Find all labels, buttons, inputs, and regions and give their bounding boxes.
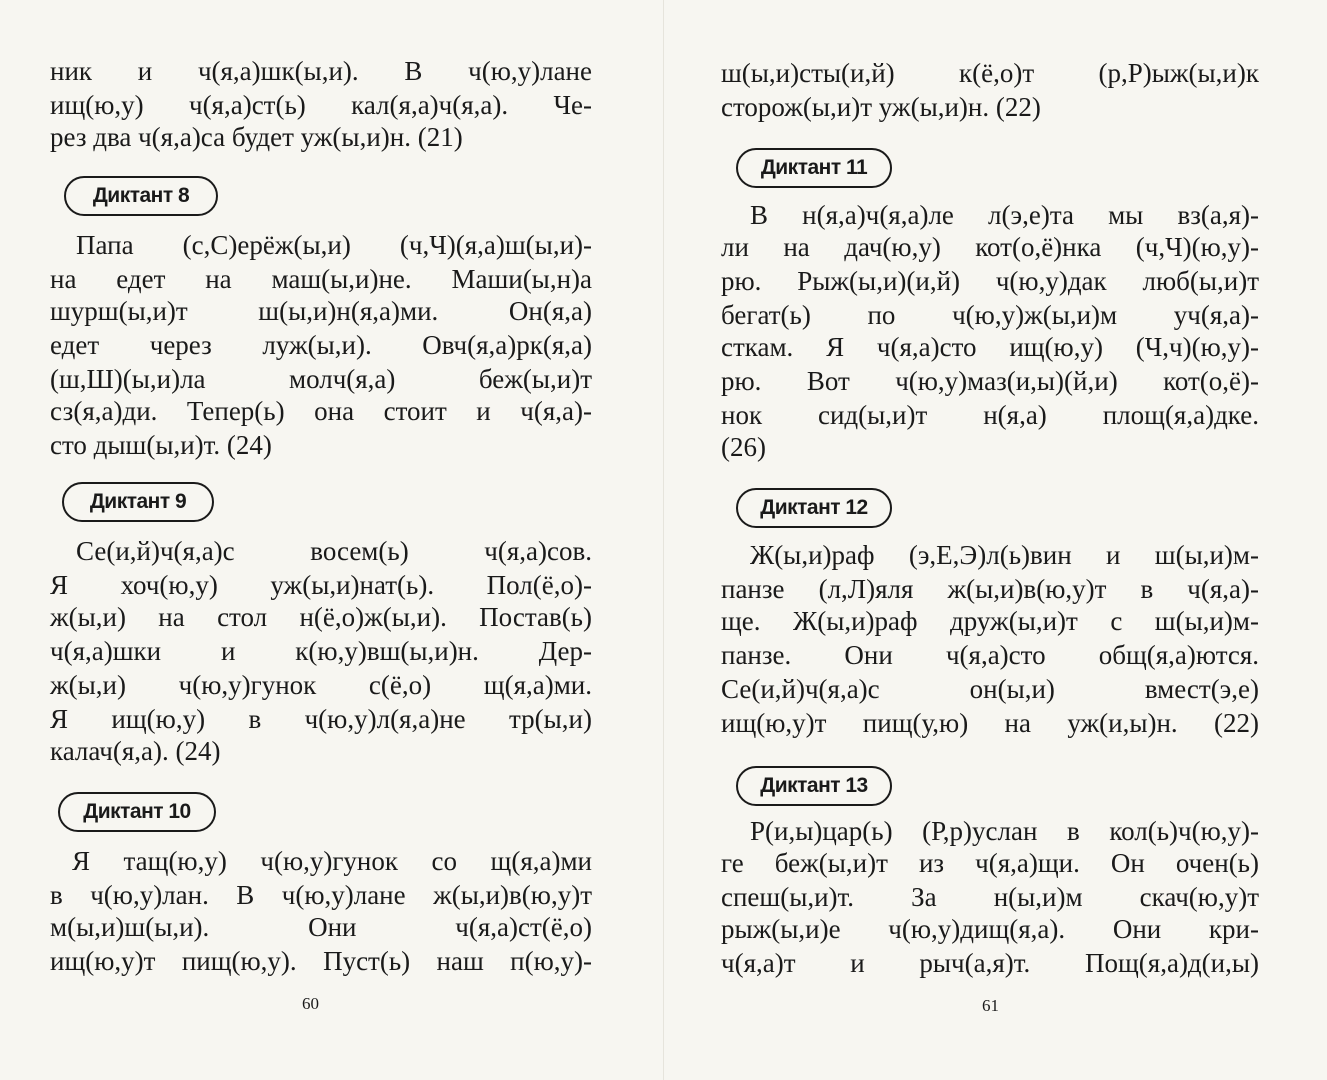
text-line: ищ(ю,у)т пищ(ю,у). Пуст(ь) наш п(ю,у)-: [50, 946, 592, 976]
text-line: ге беж(ы,и)т из ч(я,а)щи. Он очен(ь): [721, 848, 1259, 878]
text-line: на едет на маш(ы,и)не. Маши(ы,н)а: [50, 264, 592, 294]
text-line: бегат(ь) по ч(ю,у)ж(ы,и)м уч(я,а)-: [721, 300, 1259, 330]
text-line: панзе (л,Л)яля ж(ы,и)в(ю,у)т в ч(я,а)-: [721, 574, 1259, 604]
dictation-10-heading: Диктант 10: [58, 792, 216, 832]
dictation-8-heading: Диктант 8: [64, 176, 218, 216]
text-line: ще. Ж(ы,и)раф друж(ы,и)т с ш(ы,и)м-: [721, 606, 1259, 636]
text-line: ли на дач(ю,у) кот(о,ё)нка (ч,Ч)(ю,у)-: [721, 232, 1259, 262]
text-line: рю. Вот ч(ю,у)маз(и,ы)(й,и) кот(о,ё)-: [721, 366, 1259, 396]
text-line: Я хоч(ю,у) уж(ы,и)нат(ь). Пол(ё,о)-: [50, 570, 592, 600]
dictation-11-heading: Диктант 11: [736, 148, 892, 188]
text-line: В н(я,а)ч(я,а)ле л(э,е)та мы вз(а,я)-: [750, 200, 1259, 230]
text-line: рыж(ы,и)е ч(ю,у)дищ(я,а). Они кри-: [721, 914, 1259, 944]
dictation-12-heading: Диктант 12: [736, 488, 892, 528]
text-line: спеш(ы,и)т. За н(ы,и)м скач(ю,у)т: [721, 882, 1259, 912]
text-line: в ч(ю,у)лан. В ч(ю,у)лане ж(ы,и)в(ю,у)т: [50, 880, 592, 910]
page-number: 61: [982, 996, 999, 1015]
text-line: Ж(ы,и)раф (э,Е,Э)л(ь)вин и ш(ы,и)м-: [750, 540, 1259, 570]
text-line: сз(я,а)ди. Тепер(ь) она стоит и ч(я,а)-: [50, 396, 592, 426]
dictation-9-heading: Диктант 9: [62, 482, 214, 522]
text-line: ник и ч(я,а)шк(ы,и). В ч(ю,у)лане: [50, 56, 592, 86]
text-line: калач(я,а). (24): [50, 736, 221, 766]
text-line: ч(я,а)шки и к(ю,у)вш(ы,и)н. Дер-: [50, 636, 592, 666]
text-line: ш(ы,и)сты(и,й) к(ё,о)т (р,Р)ыж(ы,и)к: [721, 58, 1259, 88]
text-line: Я тащ(ю,у) ч(ю,у)гунок со щ(я,а)ми: [72, 846, 592, 876]
text-line: сторож(ы,и)т уж(ы,и)н. (22): [721, 92, 1041, 122]
text-line: рю. Рыж(ы,и)(и,й) ч(ю,у)дак люб(ы,и)т: [721, 266, 1259, 296]
text-line: Р(и,ы)цар(ь) (Р,р)услан в кол(ь)ч(ю,у)-: [750, 816, 1259, 846]
page-number: 60: [302, 994, 319, 1013]
text-line: панзе. Они ч(я,а)сто общ(я,а)ются.: [721, 640, 1259, 670]
text-line: рез два ч(я,а)са будет уж(ы,и)н. (21): [50, 122, 463, 152]
text-line: (26): [721, 432, 766, 462]
text-line: шурш(ы,и)т ш(ы,и)н(я,а)ми. Он(я,а): [50, 296, 592, 326]
dictation-13-heading: Диктант 13: [736, 766, 892, 806]
text-line: сто дыш(ы,и)т. (24): [50, 430, 272, 460]
text-line: ищ(ю,у)т пищ(у,ю) на уж(и,ы)н. (22): [721, 708, 1259, 738]
text-line: ищ(ю,у) ч(я,а)ст(ь) кал(я,а)ч(я,а). Че-: [50, 90, 592, 120]
text-line: Папа (с,С)ерёж(ы,и) (ч,Ч)(я,а)ш(ы,и)-: [76, 230, 592, 260]
text-line: м(ы,и)ш(ы,и). Они ч(я,а)ст(ё,о): [50, 912, 592, 942]
text-line: ж(ы,и) ч(ю,у)гунок с(ё,о) щ(я,а)ми.: [50, 670, 592, 700]
text-line: сткам. Я ч(я,а)сто ищ(ю,у) (Ч,ч)(ю,у)-: [721, 332, 1259, 362]
text-line: (ш,Ш)(ы,и)ла молч(я,а) беж(ы,и)т: [50, 364, 592, 394]
text-line: едет через луж(ы,и). Овч(я,а)рк(я,а): [50, 330, 592, 360]
text-line: ж(ы,и) на стол н(ё,о)ж(ы,и). Постав(ь): [50, 602, 592, 632]
text-line: Се(и,й)ч(я,а)с он(ы,и) вмест(э,е): [721, 674, 1259, 704]
text-line: нок сид(ы,и)т н(я,а) площ(я,а)дке.: [721, 400, 1259, 430]
text-line: ч(я,а)т и рыч(а,я)т. Пощ(я,а)д(и,ы): [721, 948, 1259, 978]
text-line: Се(и,й)ч(я,а)с восем(ь) ч(я,а)сов.: [76, 536, 592, 566]
text-line: Я ищ(ю,у) в ч(ю,у)л(я,а)не тр(ы,и): [50, 704, 592, 734]
right-page: [664, 0, 1327, 1080]
